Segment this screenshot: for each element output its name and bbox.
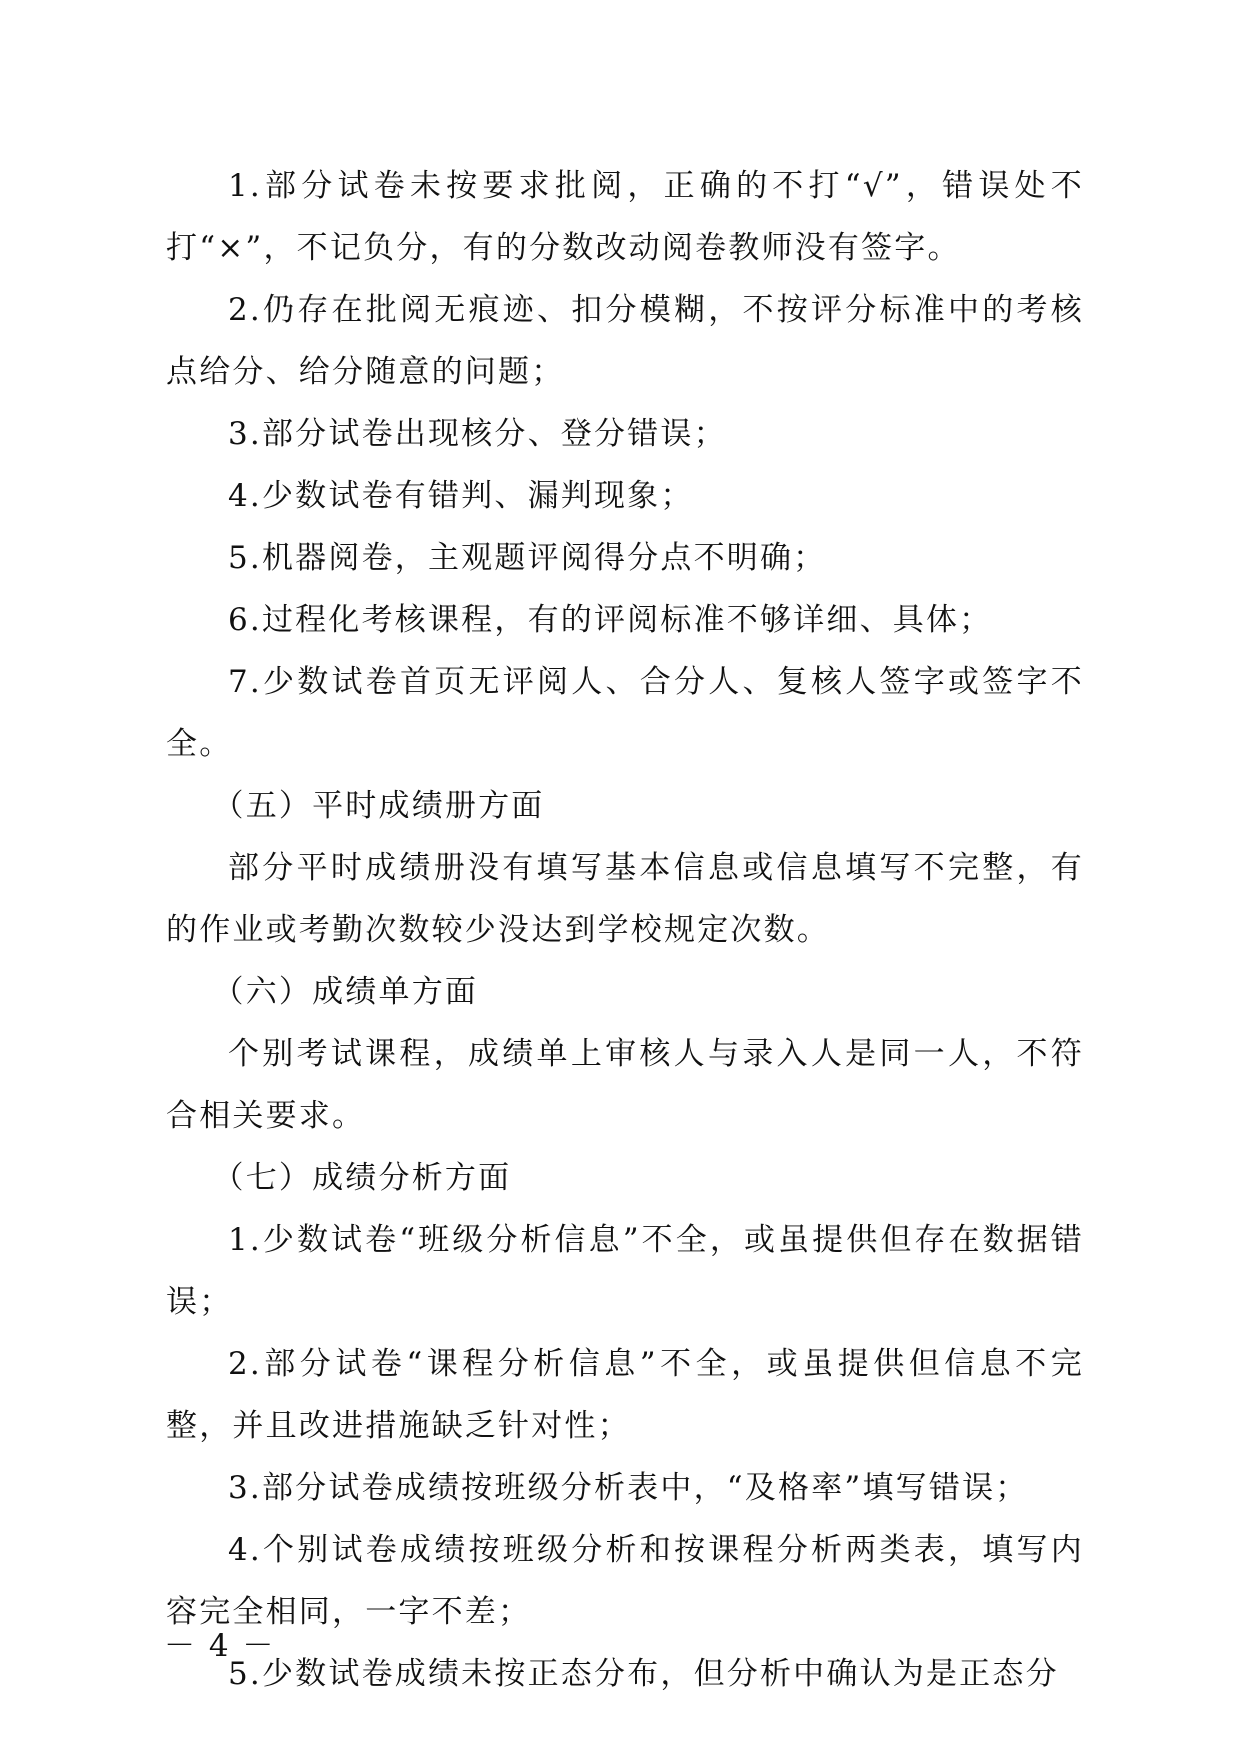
section-heading-7: （七）成绩分析方面 <box>212 1160 512 1196</box>
paragraph-item-5: 5.机器阅卷，主观题评阅得分点不明确； <box>228 540 827 576</box>
paragraph-item-7: 7.少数试卷首页无评阅人、合分人、复核人签字或签字不全。 <box>166 664 1084 762</box>
paragraph-analysis-2: 2.部分试卷“课程分析信息”不全，或虽提供但信息不完整，并且改进措施缺乏针对性； <box>166 1346 1084 1444</box>
paragraph-item-6: 6.过程化考核课程，有的评阅标准不够详细、具体； <box>228 602 993 638</box>
body-text <box>166 155 1084 1705</box>
section-heading-6: （六）成绩单方面 <box>212 974 479 1010</box>
paragraph-item-2: 2.仍存在批阅无痕迹、扣分模糊，不按评分标准中的考核点给分、给分随意的问题； <box>166 292 1084 390</box>
paragraph-gradebook: 部分平时成绩册没有填写基本信息或信息填写不完整，有的作业或考勤次数较少没达到学校规定次数。 <box>166 850 1084 948</box>
paragraph-analysis-1: 1.少数试卷“班级分析信息”不全，或虽提供但存在数据错误； <box>166 1222 1084 1320</box>
paragraph-item-4: 4.少数试卷有错判、漏判现象； <box>228 478 694 514</box>
section-heading-5: （五）平时成绩册方面 <box>212 788 545 824</box>
page-number: － 4 － <box>164 1628 276 1664</box>
paragraph-analysis-3: 3.部分试卷成绩按班级分析表中，“及格率”填写错误； <box>228 1470 1029 1506</box>
paragraph-item-1: 1.部分试卷未按要求批阅，正确的不打“√”，错误处不打“×”，不记负分，有的分数改动阅卷教师没有签字。 <box>166 168 1084 266</box>
paragraph-analysis-5: 5.少数试卷成绩未按正态分布，但分析中确认为是正态分 <box>228 1656 1059 1692</box>
paragraph-transcript: 个别考试课程，成绩单上审核人与录入人是同一人，不符合相关要求。 <box>166 1036 1084 1134</box>
paragraph-analysis-4: 4.个别试卷成绩按班级分析和按课程分析两类表，填写内容完全相同，一字不差； <box>166 1532 1084 1630</box>
paragraph-item-3: 3.部分试卷出现核分、登分错误； <box>228 416 727 452</box>
